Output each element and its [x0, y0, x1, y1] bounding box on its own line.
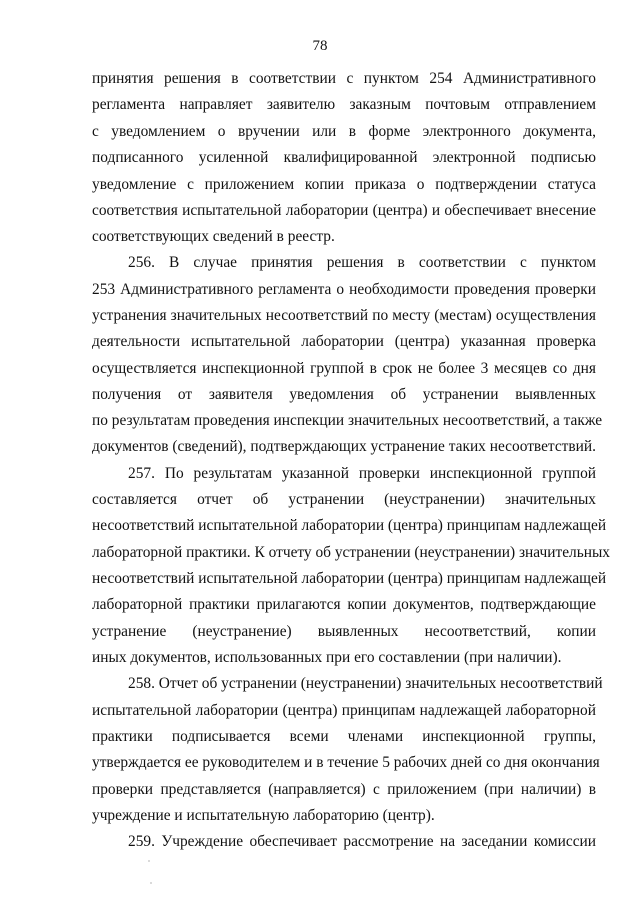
- text-line: получения от заявителя уведомления об устранении выявленных: [92, 386, 596, 403]
- text-line: 253 Административного регламента о необходимости проведения проверки: [92, 281, 596, 298]
- text-line: регламента направляет заявителю заказным почтовым отправлением: [92, 96, 596, 113]
- text-line: соответствующих сведений в реестр.: [92, 228, 335, 245]
- text-line: устранение (неустранение) выявленных несоответствий, копии: [92, 623, 596, 640]
- text-line: составляется отчет об устранении (неустранении) значительных: [92, 491, 596, 508]
- text-line: принятия решения в соответствии с пунктом 254 Административного: [92, 70, 596, 87]
- text-line: несоответствий испытательной лаборатории (центра) принципам надлежащей: [92, 570, 607, 587]
- scan-speck: [150, 882, 152, 884]
- text-line: осуществляется инспекционной группой в срок не более 3 месяцев со дня: [92, 360, 596, 377]
- text-line: подписанного усиленной квалифицированной электронной подписью: [92, 149, 596, 166]
- text-line: иных документов, использованных при его составлении (при наличии).: [92, 649, 562, 666]
- text-line: несоответствий испытательной лаборатории (центра) принципам надлежащей: [92, 517, 607, 534]
- text-line: устранения значительных несоответствий по месту (местам) осуществления: [92, 307, 596, 324]
- paragraph-257-start: 257. По результатам указанной проверки инспекционной группой: [128, 465, 596, 482]
- text-line: утверждается ее руководителем и в течение 5 рабочих дней со дня окончания: [92, 754, 600, 771]
- text-line: по результатам проведения инспекции значительных несоответствий, а также: [92, 412, 603, 429]
- text-line: с уведомлением о вручении или в форме электронного документа,: [92, 123, 596, 140]
- text-line: проверки представляется (направляется) с приложением (при наличии) в: [92, 781, 596, 798]
- paragraph-256-start: 256. В случае принятия решения в соответствии с пунктом: [128, 254, 596, 271]
- text-line: документов (сведений), подтверждающих устранение таких несоответствий.: [92, 438, 596, 455]
- text-line: деятельности испытательной лаборатории (центра) указанная проверка: [92, 333, 596, 350]
- paragraph-258-start: 258. Отчет об устранении (неустранении) значительных несоответствий: [128, 675, 603, 692]
- text-line: испытательной лаборатории (центра) принципам надлежащей лабораторной: [92, 702, 596, 719]
- text-line: уведомление с приложением копии приказа о подтверждении статуса: [92, 176, 596, 193]
- text-line: практики подписывается всеми членами инспекционной группы,: [92, 728, 596, 745]
- text-line: лабораторной практики. К отчету об устранении (неустранении) значительных: [92, 544, 610, 561]
- text-line: соответствия испытательной лаборатории (центра) и обеспечивает внесение: [92, 202, 596, 219]
- text-line: лабораторной практики прилагаются копии документов, подтверждающие: [92, 596, 596, 613]
- text-line: учреждение и испытательную лабораторию (центр).: [92, 807, 435, 824]
- page-number: 78: [312, 38, 328, 54]
- paragraph-259-start: 259. Учреждение обеспечивает рассмотрение на заседании комиссии: [128, 833, 596, 850]
- scan-speck: [148, 860, 150, 862]
